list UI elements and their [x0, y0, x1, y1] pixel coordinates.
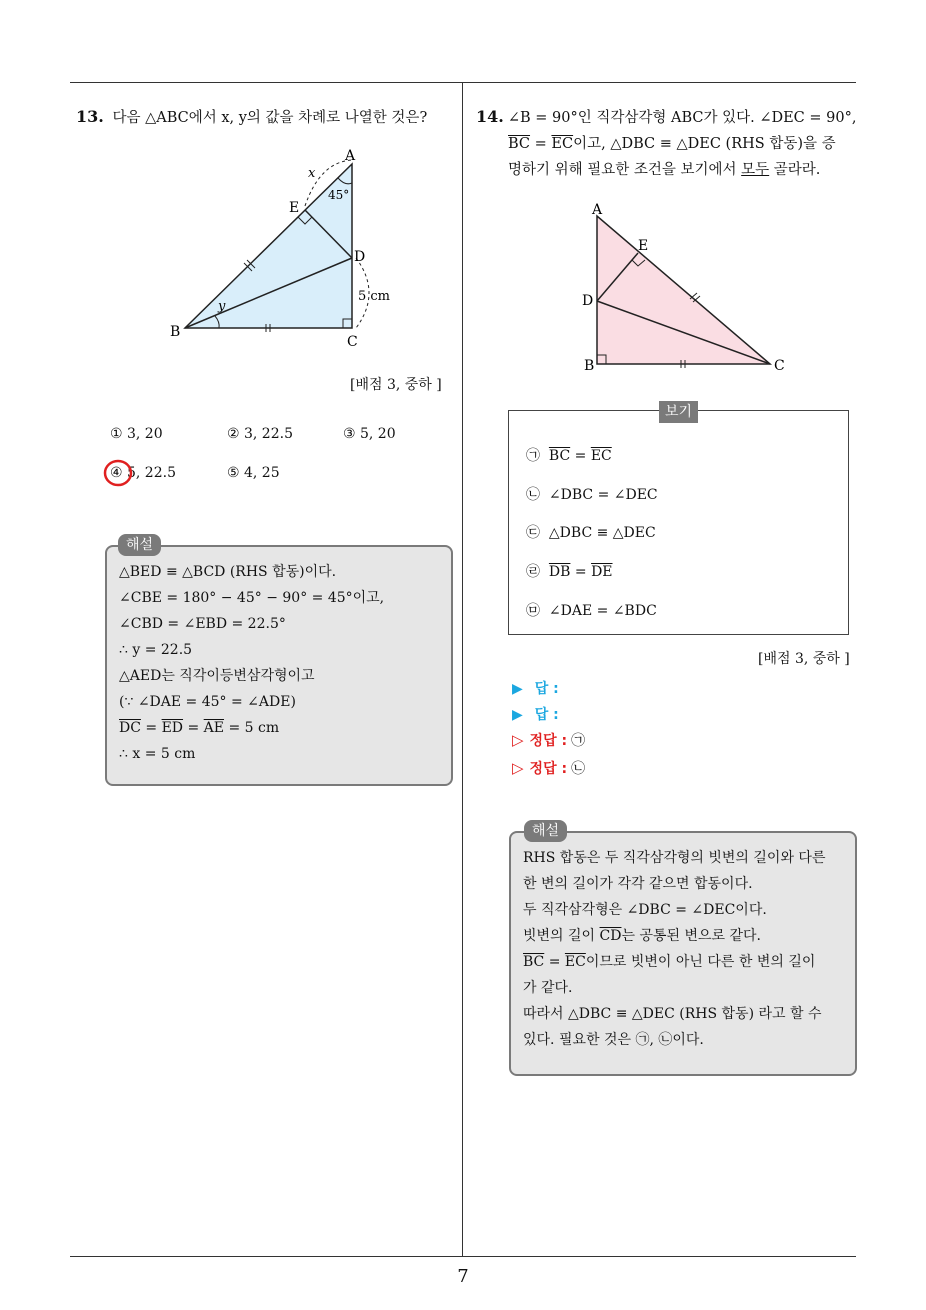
q14-answer-1[interactable]: ▶ 답 :: [512, 681, 559, 697]
q14-expl-line-8: 있다. 필요한 것은 ㉠, ㉡이다.: [523, 1032, 704, 1048]
q14-triangle-abc: [597, 216, 770, 364]
q13-choice-3[interactable]: ③ 5, 20: [343, 426, 396, 442]
q13-explanation-box: [105, 545, 453, 786]
q13-triangle-abc: [185, 164, 352, 328]
q13-question: [76, 104, 456, 131]
q13-expl-line-1: △BED ≡ △BCD (RHS 합동)이다.: [119, 564, 337, 580]
q13-choice-5[interactable]: ⑤ 4, 25: [227, 465, 280, 481]
q14-question: [476, 104, 860, 183]
q13-explanation-label: 해설: [118, 534, 161, 556]
q14-bogi-item-4[interactable]: ㉣ $\overline{DB} = \overline{DE}$: [526, 564, 613, 580]
q13-expl-line-2: ∠CBE = 180° − 45° − 90° = 45°이고,: [119, 590, 385, 606]
q13-expl-line-7: $\overline{DC} = \overline{ED} = \overline{AE} = 5$ cm: [119, 720, 280, 736]
q13-choice-2[interactable]: ② 3, 22.5: [227, 426, 293, 442]
q13-label-angle: 45°: [328, 188, 350, 202]
q14-bogi-item-5[interactable]: ㉤ ∠DAE = ∠BDC: [526, 603, 657, 619]
q14-label-e: E: [638, 238, 649, 254]
column-divider: [462, 82, 463, 1256]
q13-number: 13.: [76, 107, 104, 126]
q13-label-a: A: [345, 148, 356, 164]
q14-number: 14.: [476, 107, 504, 126]
q13-label-c: C: [347, 334, 358, 350]
q14-explanation-box: [509, 831, 857, 1076]
q13-label-e: E: [289, 200, 300, 216]
q14-expl-line-1: RHS 합동은 두 직각삼각형의 빗변의 길이와 다른: [523, 850, 826, 866]
q14-line-1: 14. ∠B = 90°인 직각삼각형 ABC가 있다. ∠DEC = 90°,: [476, 107, 857, 126]
q14-expl-line-6: 가 같다.: [523, 980, 573, 996]
q14-figure: [575, 198, 805, 378]
play-outline-icon: ▷: [512, 759, 524, 777]
q13-seg-ed: $\overline{ED}$: [161, 720, 184, 736]
q14-label-c: C: [774, 358, 785, 374]
q14-expl-line-4: 빗변의 길이 $\overline{CD}$는 공통된 변으로 같다.: [523, 928, 761, 944]
page-number: 7: [457, 1266, 469, 1287]
q14-correct-answer-1: ▷ 정답 : ㉠: [512, 731, 586, 749]
q14-score: [배점 3, 중하 ]: [758, 651, 850, 667]
top-rule: [70, 82, 856, 83]
q14-expl-line-7: 따라서 △DBC ≡ △DEC (RHS 합동) 라고 할 수: [523, 1006, 822, 1022]
q14-label-a: A: [592, 202, 603, 218]
bottom-rule: [70, 1256, 856, 1257]
q13-choice-4[interactable]: ④ 5, 22.5: [110, 465, 176, 481]
q13-choice-1[interactable]: ① 3, 20: [110, 426, 163, 442]
selected-answer-circle-icon: [102, 458, 134, 488]
q14-bogi-item-1[interactable]: ㉠ $\overline{BC} = \overline{EC}$: [526, 448, 612, 464]
q14-label-d: D: [582, 293, 594, 309]
q14-bogi-item-2[interactable]: ㉡ ∠DBC = ∠DEC: [526, 487, 658, 503]
q14-line-2: $\overline{BC} = \overline{EC}$이고, △DBC ≡ △DEC (RHS 합동)을 증: [508, 136, 836, 152]
q13-seg-dc: $\overline{DC}$: [119, 720, 141, 736]
q13-label-d: D: [354, 249, 366, 265]
q14-bogi-item-3[interactable]: ㉢ △DBC ≡ △DEC: [526, 525, 656, 541]
q14-expl-line-5: $\overline{BC} = \overline{EC}$이므로 빗변이 아닌 다른 한 변의 길이: [523, 954, 816, 970]
q13-figure: [160, 140, 410, 355]
q13-label-x: x: [308, 166, 316, 181]
q13-seg-ae: $\overline{AE}$: [203, 720, 225, 736]
q13-expl-line-6: (∵ ∠DAE = 45° = ∠ADE): [119, 694, 296, 710]
q13-label-b: B: [170, 324, 181, 340]
q13-label-y: y: [218, 299, 226, 314]
q14-explanation-label: 해설: [524, 820, 567, 842]
q14-line-3: 명하기 위해 필요한 조건을 보기에서 모두 골라라.: [508, 162, 821, 178]
q14-expl-line-2: 한 변의 길이가 각각 같으면 합동이다.: [523, 876, 753, 892]
play-icon: ▶: [512, 681, 523, 697]
play-outline-icon: ▷: [512, 731, 524, 749]
q13-score: [배점 3, 중하 ]: [350, 377, 442, 393]
q14-bogi-label: 보기: [659, 401, 698, 423]
q14-expl-line-3: 두 직각삼각형은 ∠DBC = ∠DEC이다.: [523, 902, 767, 918]
q14-answer-2[interactable]: ▶ 답 :: [512, 707, 559, 723]
q13-text: 다음 △ABC에서 x, y의 값을 차례로 나열한 것은?: [112, 110, 428, 126]
q13-expl-line-4: ∴ y = 22.5: [119, 642, 193, 658]
q14-label-b: B: [584, 358, 595, 374]
q13-expl-line-3: ∠CBD = ∠EBD = 22.5°: [119, 616, 286, 632]
q13-expl-line-8: ∴ x = 5 cm: [119, 746, 196, 762]
play-icon: ▶: [512, 707, 523, 723]
q13-expl-line-5: △AED는 직각이등변삼각형이고: [119, 668, 315, 684]
q13-label-len: 5 cm: [358, 289, 391, 304]
q14-correct-answer-2: ▷ 정답 : ㉡: [512, 759, 586, 777]
